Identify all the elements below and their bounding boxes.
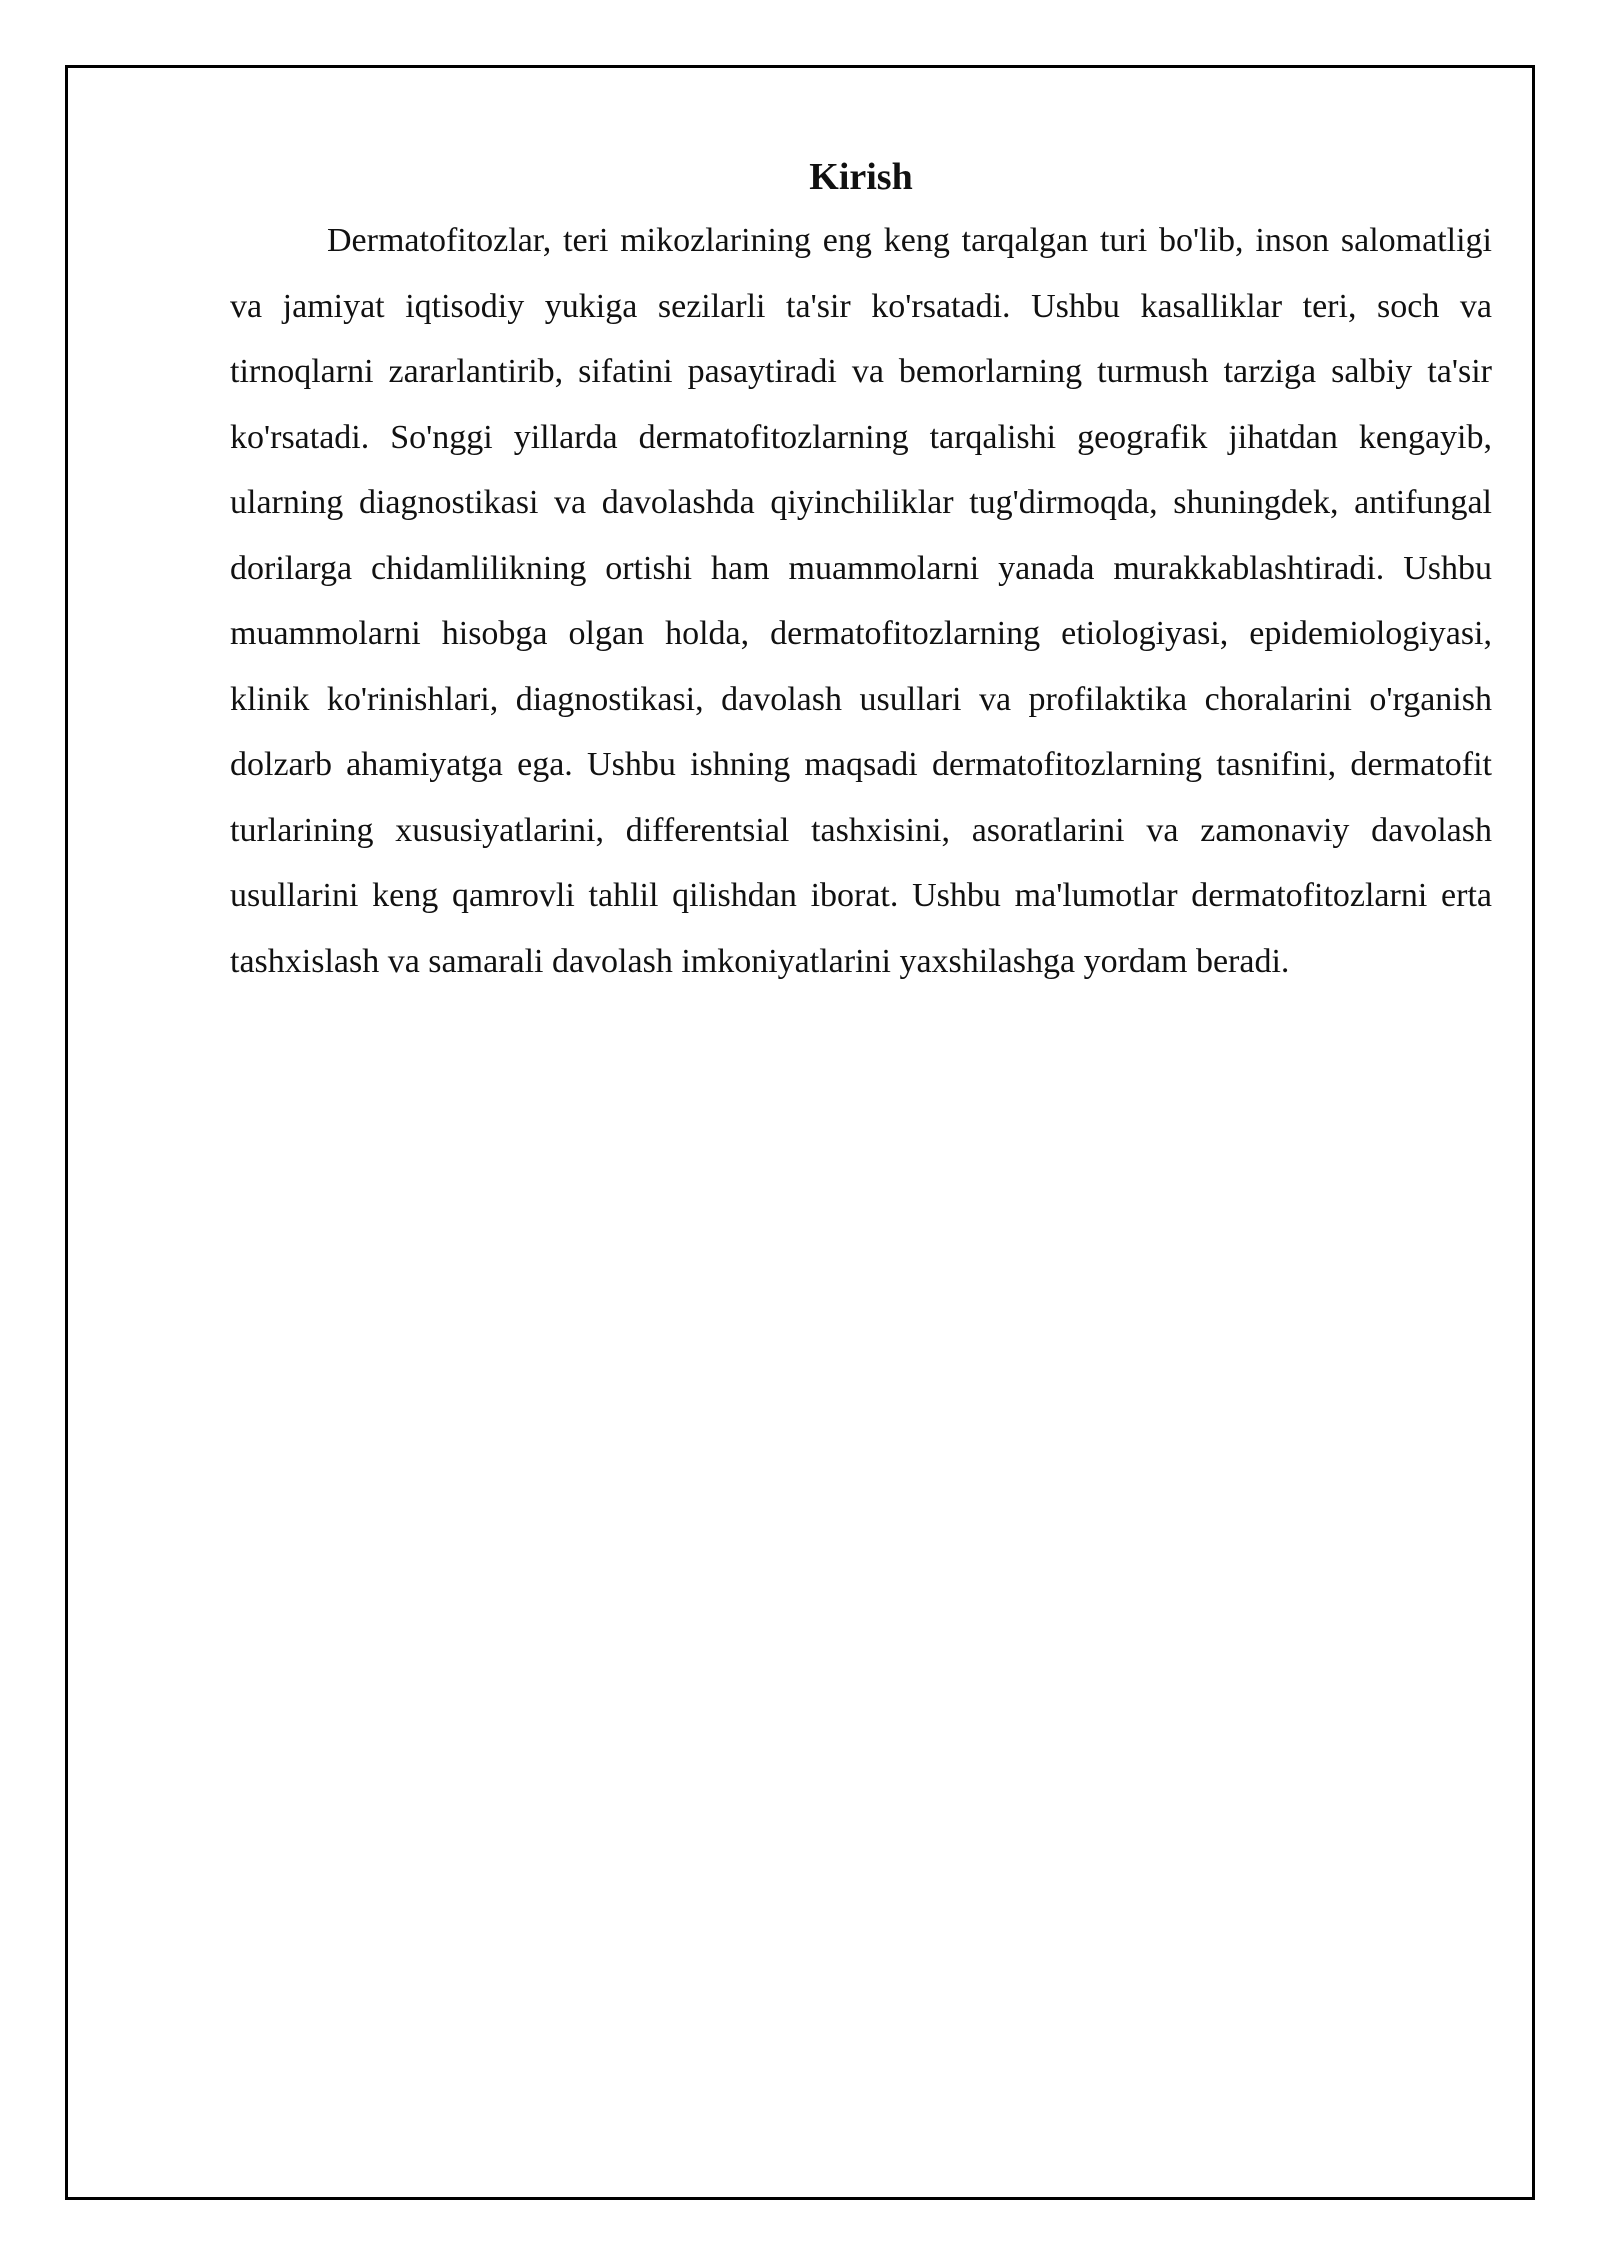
body-paragraph: Dermatofitozlar, teri mikozlarining eng keng tarqalgan turi bo'lib, inson salomatligi va jamiyat iqtisodiy yukiga sezilarli ta'sir ko'rsatadi. Ushbu kasalliklar teri, soch va tirnoqlarni zararlantirib, sifatini pasaytiradi va bemorlarning turmush tarziga salbiy ta'sir ko'rsatadi. So'nggi yillarda dermatofitozlarning tarqalishi geografik jihatdan kengayib, ularning diagnostikasi va davolashda qiyinchiliklar tug'dirmoqda, shuningdek, antifungal dorilarga chidamlilikning ortishi ham muammolarni yanada murakkablashtiradi. Ushbu muammolarni hisobga olgan holda, dermatofitozlarning etiologiyasi, epidemiologiyasi, klinik ko'rinishlari, diagnostikasi, davolash usullari va profilaktika choralarini o'rganish dolzarb ahamiyatga ega. Ushbu ishning maqsadi dermatofitozlarning tasnifini, dermatofit turlarining xususiyatlarini, differentsial tashxisini, asoratlarini va zamonaviy davolash usullarini keng qamrovli tahlil qilishdan iborat. Ushbu ma'lumotlar dermatofitozlarni erta tashxislash va samarali davolash imkoniyatlarini yaxshilashga yordam beradi. bbox=[230, 222, 1492, 980]
document-body bbox=[230, 148, 1492, 994]
section-heading: Kirish bbox=[809, 156, 913, 198]
